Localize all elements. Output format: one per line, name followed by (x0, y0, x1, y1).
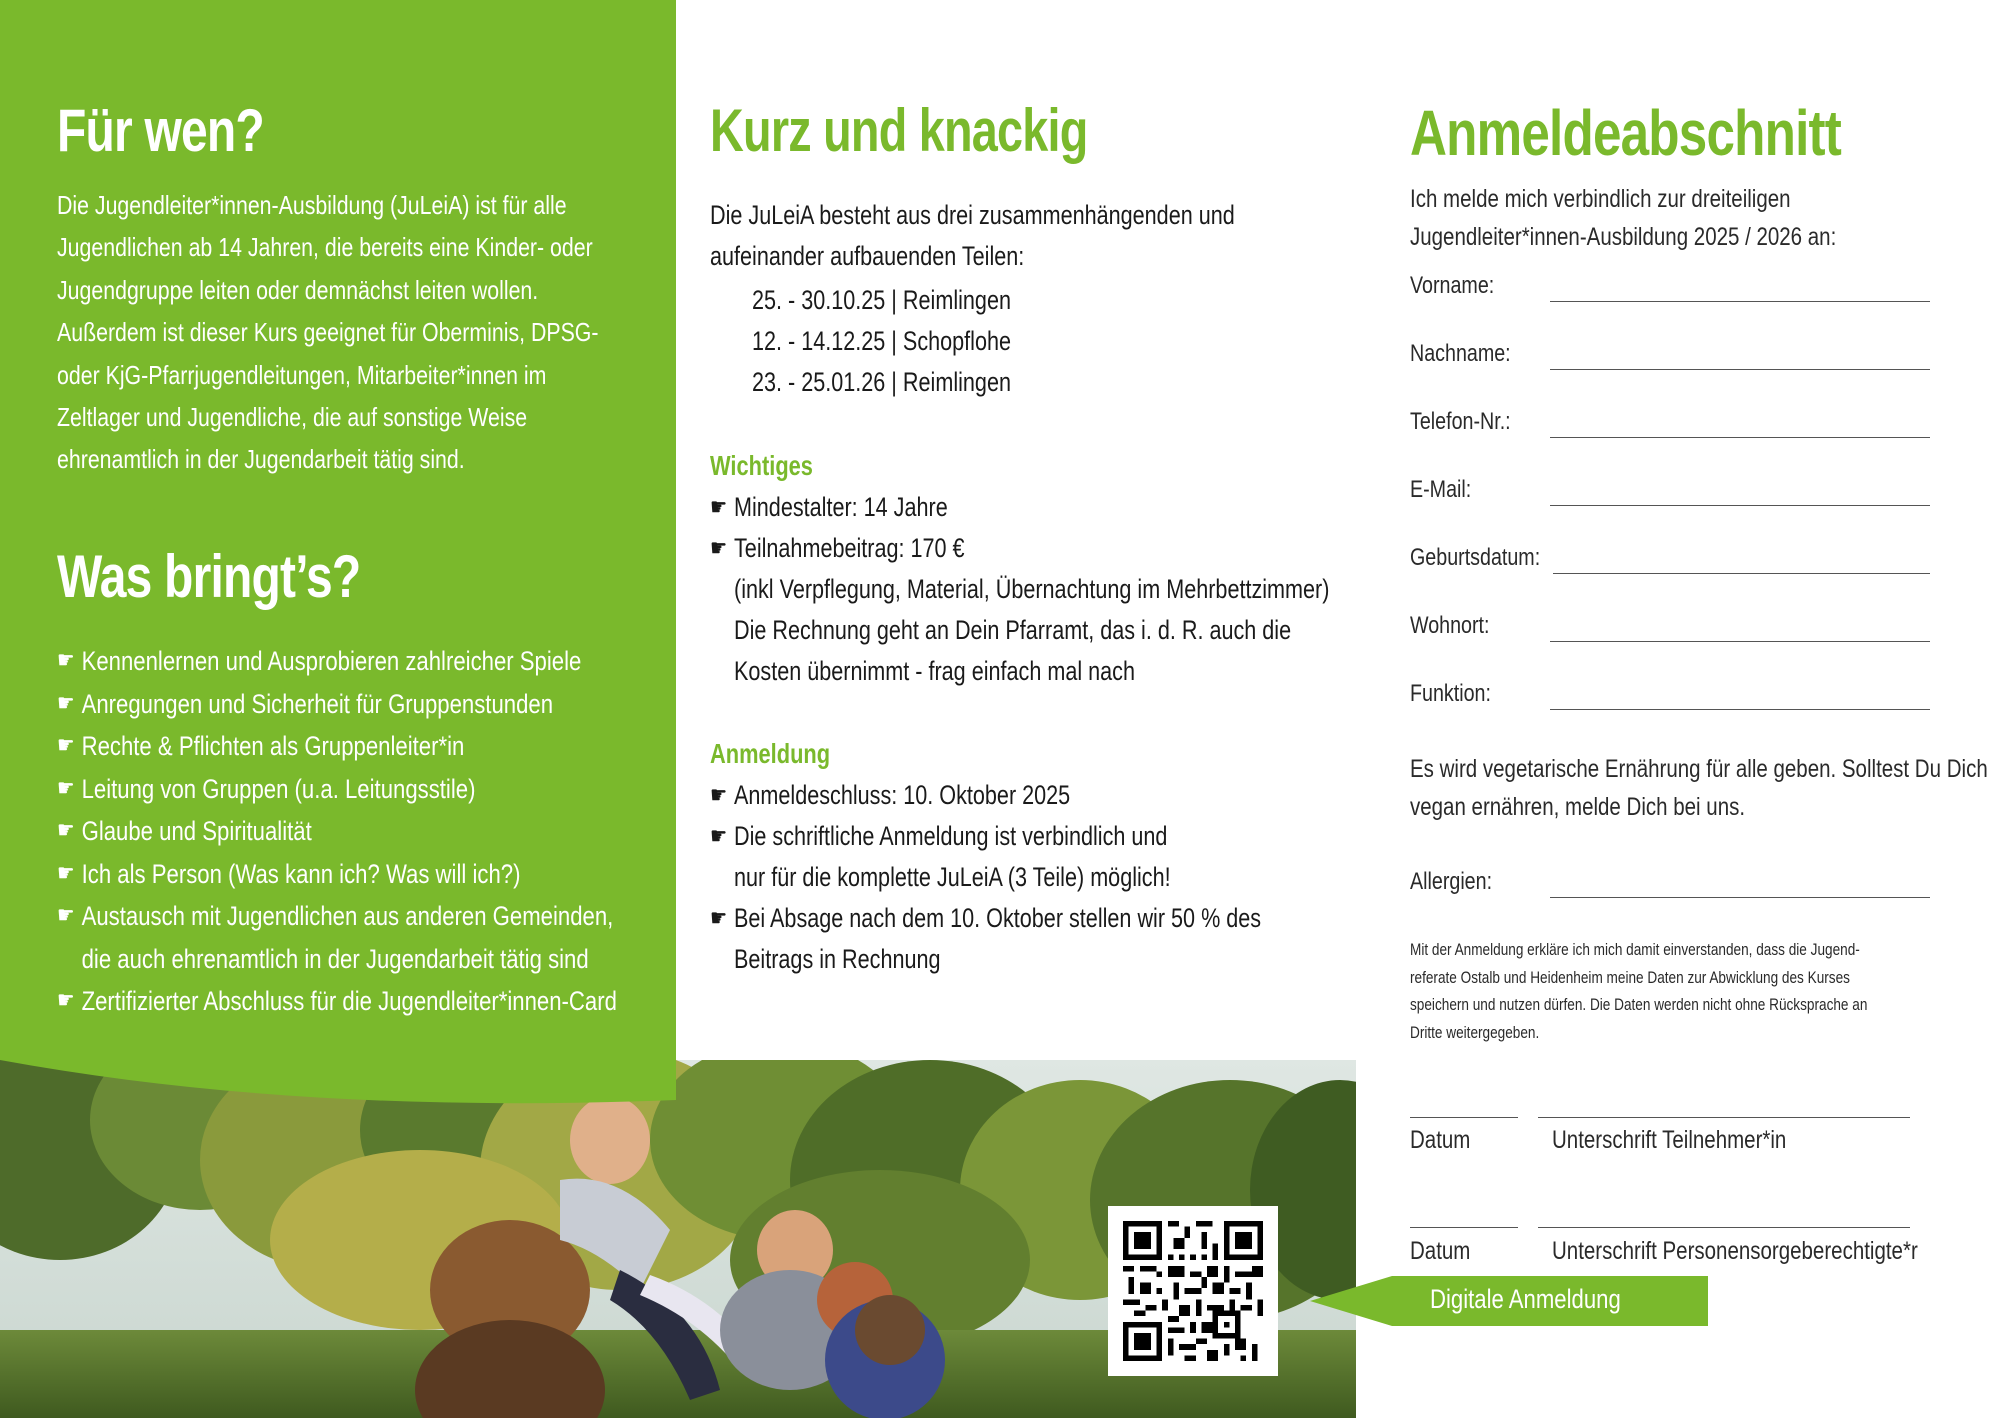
note-line: Es wird vegetarische Ernährung für alle geben. Solltest Du Dich (1410, 755, 1988, 783)
intro-line: Die Jugendleiter*innen-Ausbildung (JuLeiA) ist für alle (57, 190, 567, 220)
intro-line: ehrenamtlich in der Jugendarbeit tätig sind. (57, 444, 465, 475)
input-line[interactable] (1550, 709, 1930, 710)
qr-code-icon (1123, 1221, 1263, 1361)
signature-label-guardian: Unterschrift Personensorgeberechtigte*r (1552, 1237, 1918, 1265)
field-label: Wohnort: (1410, 612, 1490, 639)
date-item: 25. - 30.10.25 | Reimlingen (752, 285, 1011, 315)
list-item: ☛ Teilnahmebeitrag: 170 € (710, 528, 965, 569)
panel-curve (0, 1040, 676, 1120)
field-label: Geburtsdatum: (1410, 544, 1541, 571)
intro-line: Zeltlager und Jugendliche, die auf sonstige Weise (57, 402, 528, 433)
field-wohnort[interactable] (1410, 612, 1930, 646)
list-item: ☛ Rechte & Pflichten als Gruppenleiter*in (57, 725, 565, 768)
hand-pointer-icon: ☛ (710, 535, 728, 562)
field-email[interactable] (1410, 476, 1930, 510)
hand-pointer-icon: ☛ (57, 732, 75, 759)
input-line[interactable] (1550, 897, 1930, 898)
field-label: Allergien: (1410, 868, 1493, 895)
list-item: ☛ Die schriftliche Anmeldung ist verbindlich und (710, 816, 1167, 857)
field-vorname[interactable] (1410, 272, 1930, 306)
hand-pointer-icon: ☛ (57, 774, 75, 802)
hand-pointer-icon: ☛ (710, 782, 728, 809)
intro-line: aufeinander aufbauenden Teilen: (710, 241, 1025, 271)
middle-intro (710, 195, 1235, 277)
note-line: vegan ernähren, melde Dich bei uns. (1410, 793, 1746, 821)
intro-paragraph (57, 184, 667, 481)
benefits-list (57, 640, 677, 1023)
list-item-continuation: die auch ehrenamtlich in der Jugendarbeit tätig sind (81, 943, 589, 974)
date-label: Datum (1410, 1237, 1471, 1265)
heading-kurz-und-knackig: Kurz und knackig (710, 97, 1088, 164)
hand-pointer-icon: ☛ (710, 823, 728, 850)
field-label: Funktion: (1410, 680, 1491, 707)
form-intro (1410, 180, 1836, 256)
input-line[interactable] (1553, 573, 1930, 574)
list-item: ☛ Anmeldeschluss: 10. Oktober 2025 (710, 775, 1070, 816)
intro-line: Außerdem ist dieser Kurs geeignet für Oberminis, DPSG- (57, 317, 599, 348)
field-label: Nachname: (1410, 340, 1511, 367)
field-allergien[interactable] (1410, 868, 1930, 902)
heading-anmeldeabschnitt: Anmeldeabschnitt (1410, 97, 1841, 169)
list-item-continuation: Die Rechnung geht an Dein Pfarramt, das i. d. R. auch die (734, 615, 1292, 645)
list-item: ☛ Leitung von Gruppen (u.a. Leitungsstile) (57, 768, 565, 811)
field-funktion[interactable] (1410, 680, 1930, 714)
subheading-wichtiges: Wichtiges (710, 450, 813, 481)
list-item: ☛ Anregungen und Sicherheit für Gruppenstunden (57, 683, 565, 726)
input-line[interactable] (1550, 437, 1930, 438)
intro-line: Die JuLeiA besteht aus drei zusammenhängenden und (710, 200, 1235, 230)
date-item: 12. - 14.12.25 | Schopflohe (752, 326, 1011, 356)
heading-was-bringts: Was bringt’s? (57, 543, 361, 610)
digital-anmeldung-label: Digitale Anmeldung (1430, 1284, 1621, 1314)
list-item: ☛ Glaube und Spiritualität (57, 810, 565, 853)
list-item: ☛ Austausch mit Jugendlichen aus anderen Gemeinden, (57, 895, 565, 938)
date-item: 23. - 25.01.26 | Reimlingen (752, 367, 1011, 397)
input-line[interactable] (1550, 505, 1930, 506)
list-item: ☛ Kennenlernen und Ausprobieren zahlreicher Spiele (57, 640, 565, 683)
hand-pointer-icon: ☛ (57, 987, 75, 1014)
hand-pointer-icon: ☛ (57, 647, 75, 674)
consent-line: referate Ostalb und Heidenheim meine Daten zur Abwicklung des Kurses (1410, 967, 1850, 987)
hand-pointer-icon: ☛ (710, 905, 728, 932)
field-label: E-Mail: (1410, 476, 1472, 503)
consent-line: Dritte weitergegeben. (1410, 1022, 1540, 1042)
signature-line[interactable] (1538, 1117, 1910, 1118)
input-line[interactable] (1550, 641, 1930, 642)
list-item-continuation: Beitrags in Rechnung (734, 944, 941, 974)
intro-line: oder KjG-Pfarrjugendleitungen, Mitarbeiter*innen im (57, 359, 547, 390)
list-item: ☛ Mindestalter: 14 Jahre (710, 487, 948, 528)
consent-line: Mit der Anmeldung erkläre ich mich damit einverstanden, dass die Jugend- (1410, 940, 1860, 959)
intro-line: Ich melde mich verbindlich zur dreiteiligen (1410, 185, 1791, 213)
heading-fuer-wen: Für wen? (57, 97, 264, 164)
list-item-continuation: (inkl Verpflegung, Material, Übernachtung im Mehrbettzimmer) (734, 574, 1330, 604)
digital-anmeldung-button[interactable] (1310, 1276, 1708, 1326)
list-item-continuation: Kosten übernimmt - frag einfach mal nach (734, 656, 1135, 686)
field-nachname[interactable] (1410, 340, 1930, 374)
vegan-note (1410, 750, 1988, 826)
list-item: ☛ Ich als Person (Was kann ich? Was will ich?) (57, 853, 565, 896)
field-telefon[interactable] (1410, 408, 1930, 442)
input-line[interactable] (1550, 301, 1930, 302)
list-item: ☛ Zertifizierter Abschluss für die Jugendleiter*innen-Card (57, 980, 565, 1023)
date-label: Datum (1410, 1126, 1471, 1154)
field-label: Vorname: (1410, 272, 1495, 299)
hand-pointer-icon: ☛ (57, 689, 75, 717)
intro-line: Jugendleiter*innen-Ausbildung 2025 / 2026 an: (1410, 223, 1837, 251)
consent-line: speichern und nutzen dürfen. Die Daten werden nicht ohne Rücksprache an (1410, 995, 1868, 1014)
signature-row-guardian[interactable] (1410, 1198, 1910, 1228)
input-line[interactable] (1550, 369, 1930, 370)
intro-line: Jugendgruppe leiten oder demnächst leiten wollen. (57, 274, 539, 305)
signature-line[interactable] (1538, 1227, 1910, 1228)
hand-pointer-icon: ☛ (57, 817, 75, 844)
hand-pointer-icon: ☛ (57, 902, 75, 929)
field-label: Telefon-Nr.: (1410, 408, 1511, 435)
list-item-continuation: nur für die komplette JuLeiA (3 Teile) möglich! (734, 862, 1171, 892)
left-panel (0, 0, 676, 1100)
intro-line: Jugendlichen ab 14 Jahren, die bereits eine Kinder- oder (57, 232, 593, 263)
signature-row-participant[interactable] (1410, 1088, 1910, 1118)
signature-label-participant: Unterschrift Teilnehmer*in (1552, 1126, 1787, 1154)
hand-pointer-icon: ☛ (57, 859, 75, 887)
date-line[interactable] (1410, 1227, 1518, 1228)
dates-list (752, 280, 1011, 403)
date-line[interactable] (1410, 1117, 1518, 1118)
list-item: ☛ Bei Absage nach dem 10. Oktober stellen wir 50 % des (710, 898, 1261, 939)
field-geburtsdatum[interactable] (1410, 544, 1930, 578)
qr-code[interactable] (1108, 1206, 1278, 1376)
hand-pointer-icon: ☛ (710, 494, 728, 521)
consent-text (1410, 936, 1970, 1046)
subheading-anmeldung: Anmeldung (710, 738, 831, 769)
